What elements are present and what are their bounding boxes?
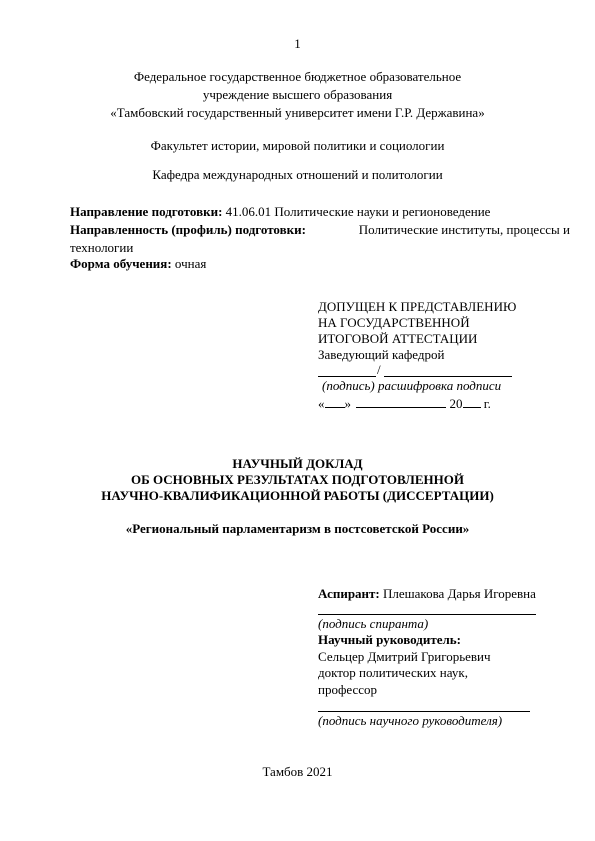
approval-month-line [356,397,446,408]
aspirant-name: Плешакова Дарья Игоревна [383,586,536,601]
approval-day-line [325,397,345,408]
approval-year-line [463,397,481,408]
approval-date-close: » [344,396,351,411]
form-value: очная [174,256,207,271]
aspirant-label: Аспирант: [318,586,380,601]
institution-line-3: «Тамбовский государственный университет имени Г.Р. Державина» [110,105,485,120]
profile-row [70,222,570,238]
title-line-2: ОБ ОСНОВНЫХ РЕЗУЛЬТАТАХ ПОДГОТОВЛЕННОЙ [131,472,464,487]
supervisor-label: Научный руководитель: [318,632,461,647]
dissertation-topic: «Региональный парламентаризм в постсоветской России» [125,521,470,536]
approval-sign-line [318,376,376,377]
approval-line-1: ДОПУЩЕН К ПРЕДСТАВЛЕНИЮ [318,299,517,314]
form-label: Форма обучения: [70,256,172,271]
approval-date-open: « [318,396,325,411]
approval-sign-caption: (подпись) расшифровка подписи [322,378,502,393]
approval-date-row [318,396,491,412]
title-line-1: НАУЧНЫЙ ДОКЛАД [232,456,363,471]
institution-line-2: учреждение высшего образования [202,87,393,102]
approval-name-line [384,376,512,377]
supervisor-title: профессор [318,682,378,697]
aspirant-row [318,586,536,602]
supervisor-name: Сельцер Дмитрий Григорьевич [318,649,491,664]
institution-line-1: Федеральное государственное бюджетное образовательное [133,69,462,84]
aspirant-sign-caption: (подпись спиранта) [318,616,429,631]
approval-head: Заведующий кафедрой [318,347,445,362]
supervisor-sign-caption: (подпись научного руководителя) [318,713,503,728]
approval-sign-slash: / [377,362,381,377]
profile-label: Направленность (профиль) подготовки: [70,222,306,237]
profile-value-2: технологии [70,240,134,255]
approval-date-suffix: г. [483,396,491,411]
title-line-3: НАУЧНО-КВАЛИФИКАЦИОННОЙ РАБОТЫ (ДИССЕРТАЦИИ) [101,488,494,503]
direction-label: Направление подготовки: [70,204,223,219]
department: Кафедра международных отношений и политологии [152,167,443,182]
supervisor-degree: доктор политических наук, [318,665,468,680]
faculty: Факультет истории, мировой политики и социологии [150,138,445,153]
form-row [70,256,570,272]
direction-value: 41.06.01 Политические науки и регионоведение [225,204,491,219]
page-number: 1 [294,36,301,51]
supervisor-sign-line [318,711,530,712]
footer-city-year: Тамбов 2021 [262,764,333,779]
profile-value-1: Политические институты, процессы и [358,222,570,237]
aspirant-sign-line [318,614,536,615]
direction-row [70,204,570,220]
approval-line-3: ИТОГОВОЙ АТТЕСТАЦИИ [318,331,478,346]
approval-date-year: 20 [449,396,463,411]
approval-line-2: НА ГОСУДАРСТВЕННОЙ [318,315,470,330]
